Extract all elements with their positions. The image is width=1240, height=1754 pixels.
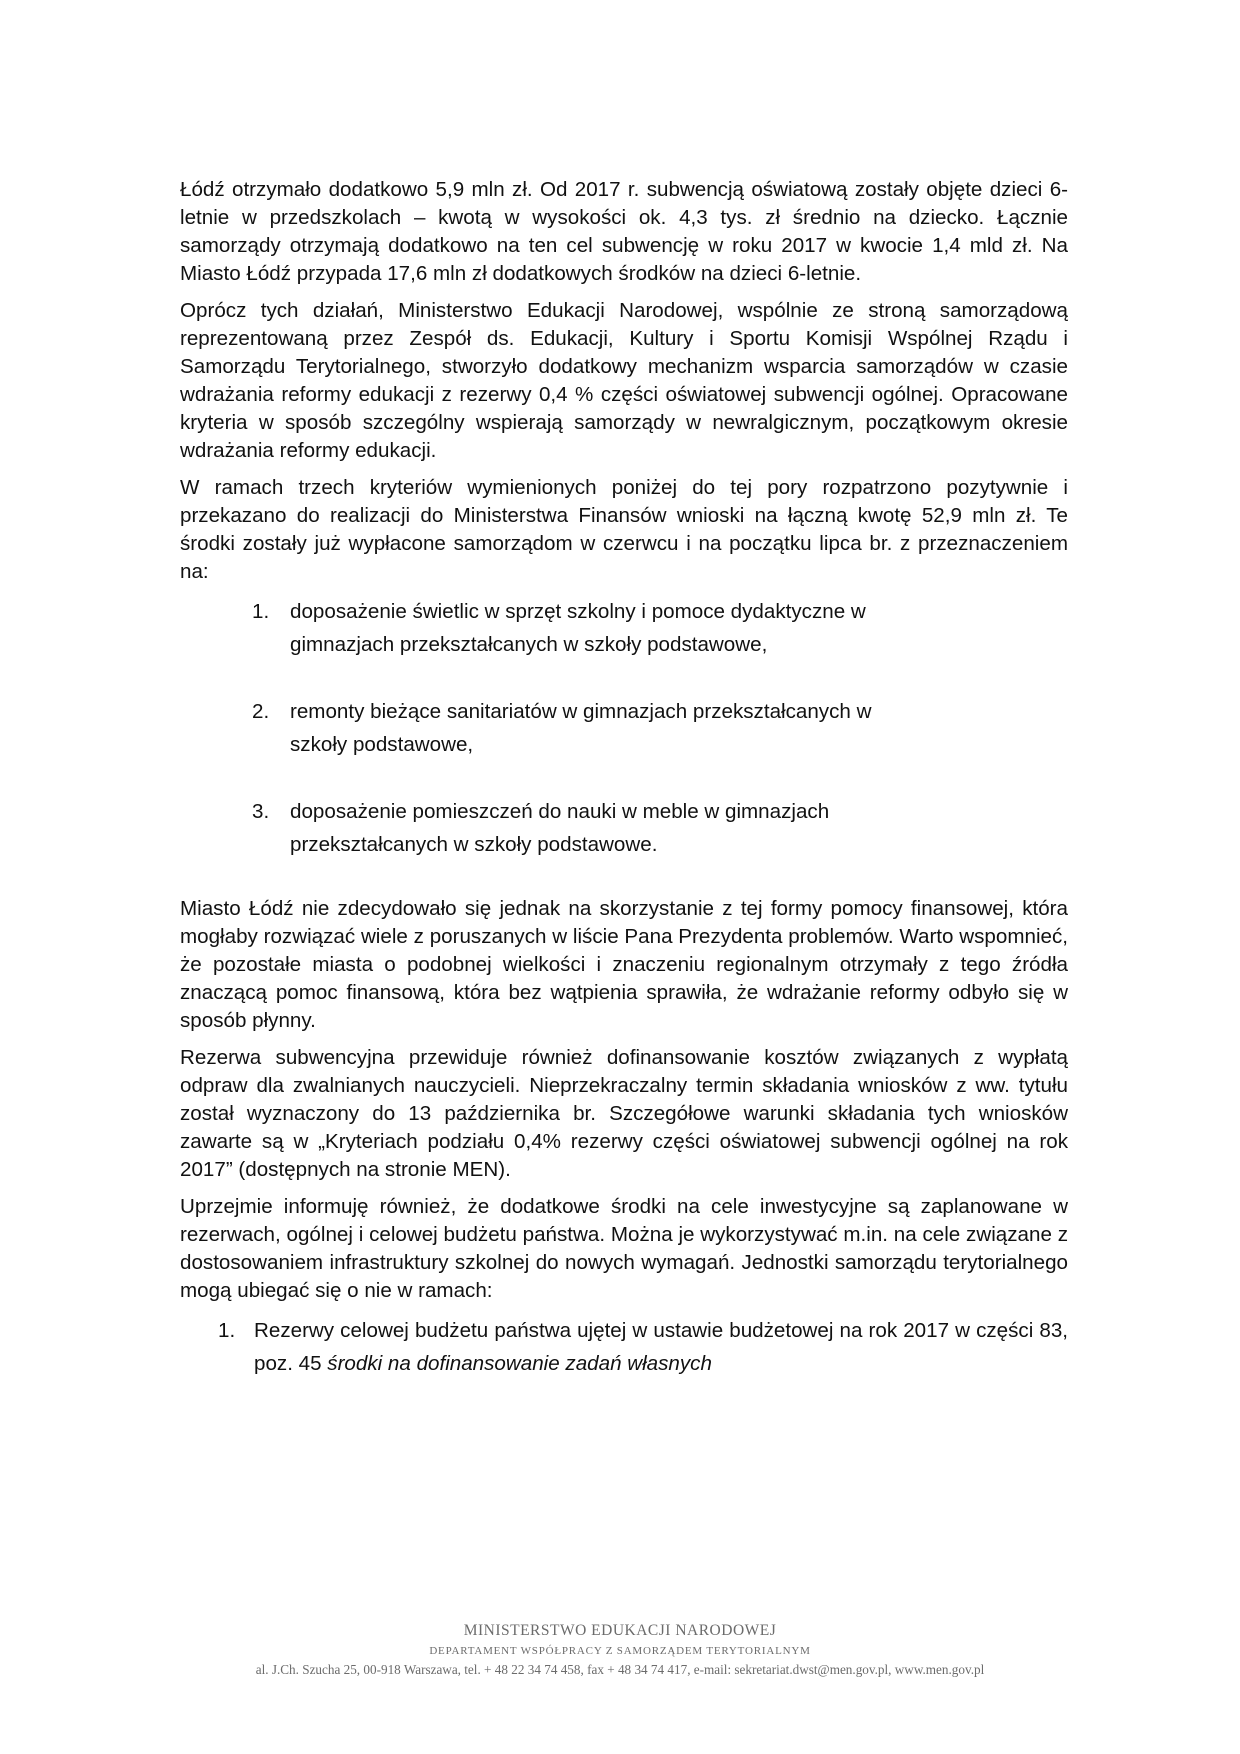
footer-address: al. J.Ch. Szucha 25, 00-918 Warszawa, tel. + 48 22 34 74 458, fax + 48 34 74 417, e-mail: sekretariat.dwst@men.gov.pl, www.men.gov.pl — [255, 1662, 985, 1677]
paragraph: Miasto Łódź nie zdecydowało się jednak na skorzystanie z tej formy pomocy finansowej, która mogłaby rozwiązać wiele z poruszanych w liście Pana Prezydenta problemów. Warto wspomnieć, że pozostałe miasta o podobnej wielkości i znaczeniu regionalnym otrzymały z tego źródła znaczącą pomoc finansową, która bez wątpienia sprawiła, że wdrażanie reformy odbyło się w sposób płynny. — [180, 897, 1068, 1032]
list-item — [180, 595, 890, 661]
reserves-list — [180, 1314, 1068, 1380]
list-number: 2. — [252, 700, 270, 723]
paragraph: W ramach trzech kryteriów wymienionych poniżej do tej pory rozpatrzono pozytywnie i przekazano do realizacji do Ministerstwa Finansów wnioski na łączną kwotę 52,9 mln zł. Te środki zostały już wypłacone samorządom w czerwcu i na początku lipca br. z przeznaczeniem na: — [180, 476, 1068, 583]
list-item-text: Rezerwy celowej budżetu państwa ujętej w ustawie budżetowej na rok 2017 w części 83, poz. 45 — [254, 1319, 1068, 1375]
list-number: 3. — [252, 800, 270, 823]
paragraph: Łódź otrzymało dodatkowo 5,9 mln zł. Od 2017 r. subwencją oświatową zostały objęte dzieci 6-letnie w przedszkolach – kwotą w wysokości ok. 4,3 tys. zł średnio na dziecko. Łącznie samorządy otrzymają dodatkowo na ten cel subwencję w roku 2017 w kwocie 1,4 mld zł. Na Miasto Łódź przypada 17,6 mln zł dodatkowych środków na dzieci 6-letnie. — [180, 178, 1068, 285]
list-item-text: remonty bieżące sanitariatów w gimnazjach przekształcanych w szkoły podstawowe, — [290, 700, 872, 756]
paragraph: Oprócz tych działań, Ministerstwo Edukacji Narodowej, wspólnie ze stroną samorządową reprezentowaną przez Zespół ds. Edukacji, Kultury i Sportu Komisji Wspólnej Rządu i Samorządu Terytorialnego, stworzyło dodatkowy mechanizm wsparcia samorządów w czasie wdrażania reformy edukacji z rezerwy 0,4 % części oświatowej subwencji ogólnej. Opracowane kryteria w sposób szczególny wspierają samorządy w newralgicznym, początkowym okresie wdrażania reformy edukacji. — [180, 299, 1068, 462]
letterhead-footer — [0, 1620, 1240, 1680]
list-item-text: doposażenie świetlic w sprzęt szkolny i pomoce dydaktyczne w gimnazjach przekształcanych w szkoły podstawowe, — [290, 600, 866, 656]
footer-ministry: MINISTERSTWO EDUKACJI NARODOWEJ — [463, 1622, 777, 1639]
letter-body — [180, 176, 1068, 1380]
list-item — [180, 1314, 1068, 1380]
paragraph: Uprzejmie informuję również, że dodatkowe środki na cele inwestycyjne są zaplanowane w rezerwach, ogólnej i celowej budżetu państwa. Można je wykorzystywać m.in. na cele związane z dostosowaniem infrastruktury szkolnej do nowych wymagań. Jednostki samorządu terytorialnego mogą ubiegać się o nie w ramach: — [180, 1195, 1068, 1302]
list-number: 1. — [252, 600, 270, 623]
footer-department: DEPARTAMENT WSPÓŁPRACY Z SAMORZĄDEM TERYTORIALNYM — [429, 1645, 811, 1657]
criteria-list — [180, 595, 1068, 861]
list-item — [180, 695, 890, 761]
list-item-text: doposażenie pomieszczeń do nauki w meble w gimnazjach przekształcanych w szkoły podstawowe. — [290, 800, 830, 856]
list-number: 1. — [218, 1319, 236, 1342]
list-item-italic-text: środki na dofinansowanie zadań własnych — [327, 1352, 712, 1375]
paragraph: Rezerwa subwencyjna przewiduje również dofinansowanie kosztów związanych z wypłatą odpraw dla zwalnianych nauczycieli. Nieprzekraczalny termin składania wniosków z ww. tytułu został wyznaczony do 13 października br. Szczegółowe warunki składania tych wniosków zawarte są w „Kryteriach podziału 0,4% rezerwy części oświatowej subwencji ogólnej na rok 2017” (dostępnych na stronie MEN). — [180, 1046, 1068, 1181]
list-item — [180, 795, 890, 861]
